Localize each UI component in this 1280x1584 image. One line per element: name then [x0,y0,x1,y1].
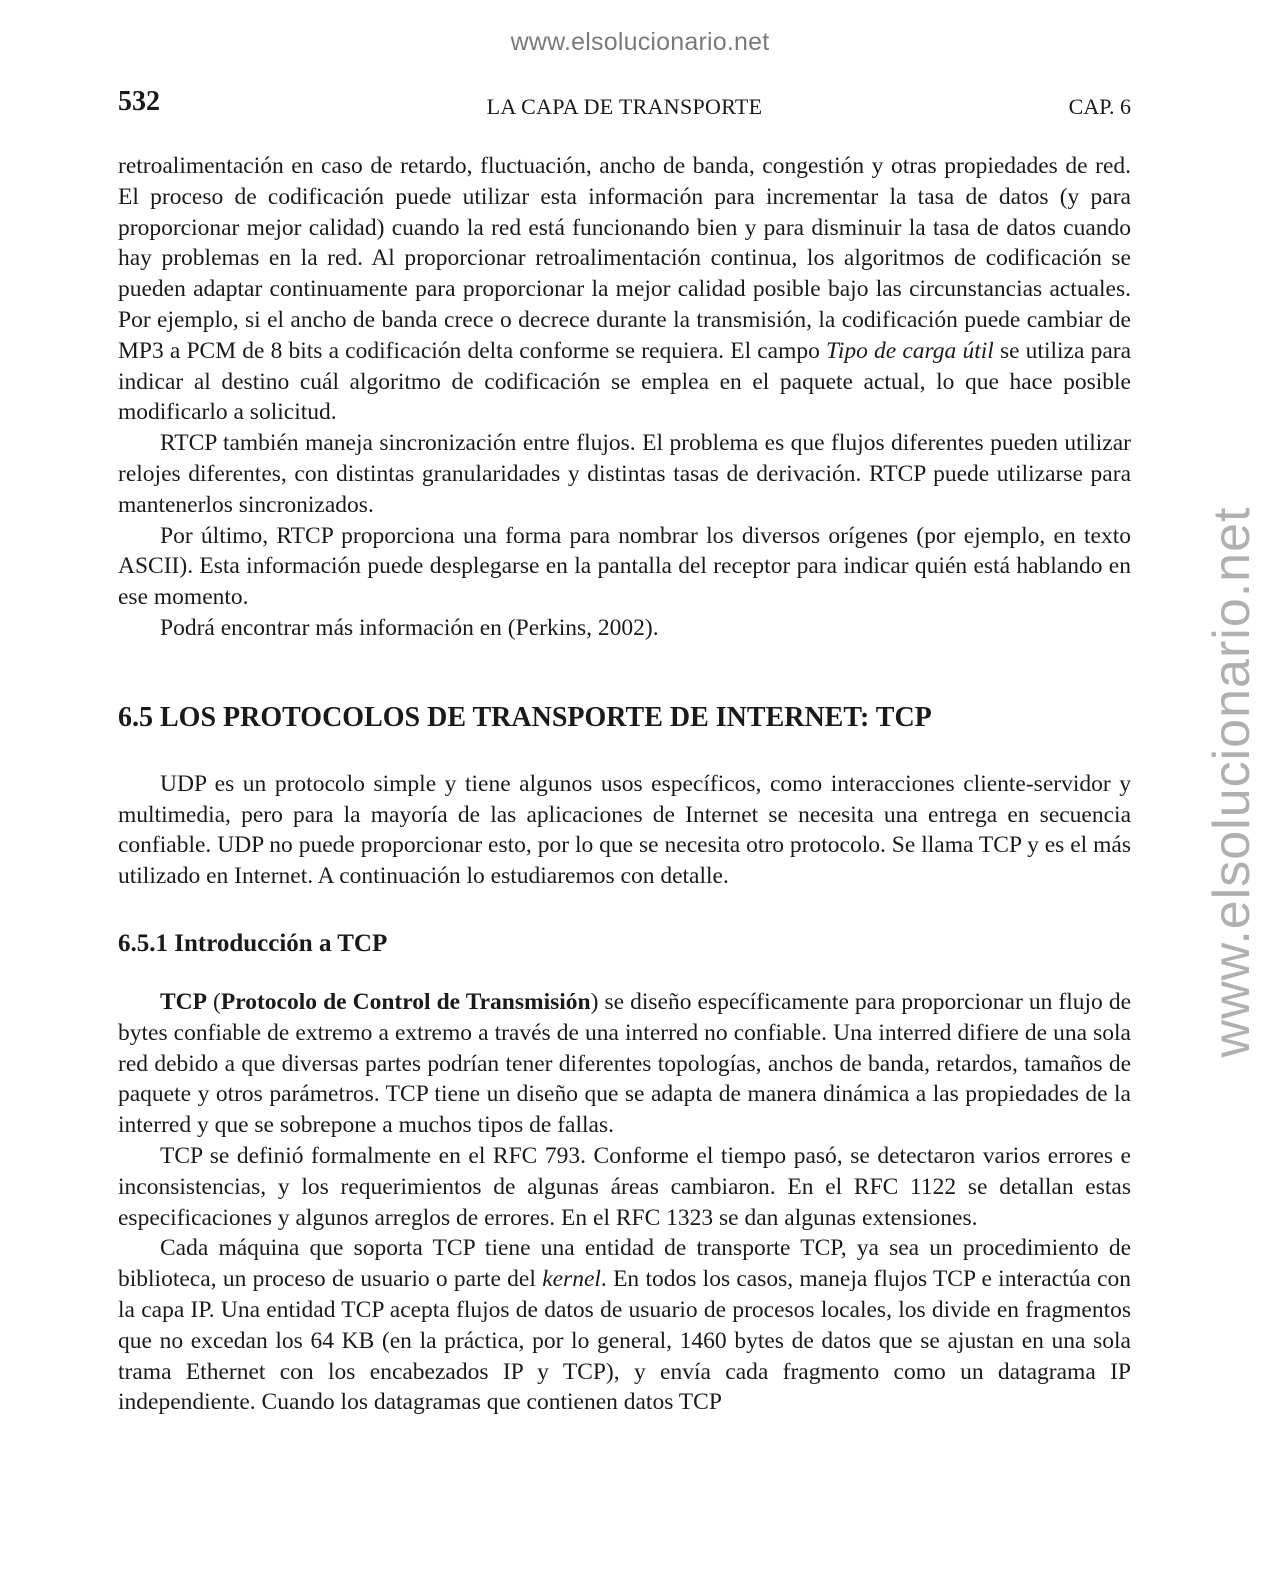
paragraph-text: retroalimentación en caso de retardo, fluctuación, ancho de banda, congestión y otras propiedades de red. El proceso de codificación puede utilizar esta información para incrementar la tasa de datos (y para proporcionar mejor calidad) cuando la red está funcionando bien y para disminuir la tasa de datos cuando hay problemas en la red. Al proporcionar retroalimentación continua, los algoritmos de codificación se pueden adaptar continuamente para proporcionar la mejor calidad posible bajo las circunstancias actuales. Por ejemplo, si el ancho de banda crece o decrece durante la transmisión, la codificación puede cambiar de MP3 a PCM de 8 bits a codificación delta conforme se requiera. El campo [118,153,1131,364]
paragraph-text: ( [207,988,221,1015]
paragraph-tcp-entity [118,1233,1131,1418]
paragraph-feedback [118,151,1131,428]
page-body [118,151,1131,1418]
subsection-heading: 6.5.1 Introducción a TCP [118,929,388,957]
kernel-italic: kernel [542,1266,601,1293]
paragraph-rtcp-naming: Por último, RTCP proporciona una forma para nombrar los diversos orígenes (por ejemplo, en texto ASCII). Esta información puede desplegarse en la pantalla del receptor para indicar quién está hablando en ese momento. [118,522,1131,611]
paragraph-text: ) se diseño específicamente para proporcionar un flujo de bytes confiable de extremo a extremo a través de una interred no confiable. Una interred difiere de una sola red debido a que diversas partes podrían tener diferentes topologías, anchos de banda, retardos, tamaños de paquete y otros parámetros. TCP tiene un diseño que se adapta de manera dinámica a las propiedades de la interred y que se sobrepone a muchos tipos de fallas. [118,988,1131,1139]
field-name-italic: Tipo de carga útil [826,337,994,364]
running-head [118,86,1131,126]
chapter-label: CAP. 6 [1068,94,1131,119]
paragraph-tcp-definition [118,987,1131,1141]
paragraph-rtcp-sync: RTCP también maneja sincronización entre flujos. El problema es que flujos diferentes pueden utilizar relojes diferentes, con distintas granularidades y distintas tasas de derivación. RTCP puede utilizarse para mantenerlos sincronizados. [118,430,1131,518]
watermark-top: www.elsolucionario.net [510,28,770,56]
page-number: 532 [118,86,160,117]
paragraph-udp-intro: UDP es un protocolo simple y tiene algunos usos específicos, como interacciones cliente-servidor y multimedia, pero para la mayoría de las aplicaciones de Internet se necesita una entrega en secuencia confiable. UDP no puede proporcionar esto, por lo que se necesita otro protocolo. Se llama TCP y es el más utilizado en Internet. A continuación lo estudiaremos con detalle. [118,770,1131,890]
section-heading: 6.5 LOS PROTOCOLOS DE TRANSPORTE DE INTERNET: TCP [118,701,932,733]
running-title: LA CAPA DE TRANSPORTE [486,94,763,119]
watermark-side: www.elsolucionario.net [1203,506,1261,1058]
paragraph-more-info: Podrá encontrar más información en (Perkins, 2002). [160,614,659,641]
bold-term: TCP [160,988,207,1015]
bold-term: Protocolo de Control de Transmisión [220,988,591,1015]
paragraph-text: Cada máquina que soporta TCP tiene una entidad de transporte TCP, ya sea un procedimiento de biblioteca, un proceso de usuario o parte del [118,1235,1131,1293]
paragraph-text: . En todos los casos, maneja flujos TCP e interactúa con la capa IP. Una entidad TCP acepta flujos de datos de usuario de procesos locales, los divide en fragmentos que no excedan los 64 KB (en la práctica, por lo general, 1460 bytes de datos que se ajustan en una sola trama Ethernet con los encabezados IP y TCP), y envía cada fragmento como un datagrama IP independiente. Cuando los datagramas que contienen datos TCP [118,1266,1132,1416]
paragraph-text: se utiliza para indicar al destino cuál algoritmo de codificación se emplea en el paquete actual, lo que hace posible modificarlo a solicitud. [118,337,1132,426]
paragraph-rfc: TCP se definió formalmente en el RFC 793. Conforme el tiempo pasó, se detectaron varios errores e inconsistencias, y los requerimientos de algunas áreas cambiaron. En el RFC 1122 se detallan estas especificaciones y algunos arreglos de errores. En el RFC 1323 se dan algunas extensiones. [118,1142,1131,1231]
